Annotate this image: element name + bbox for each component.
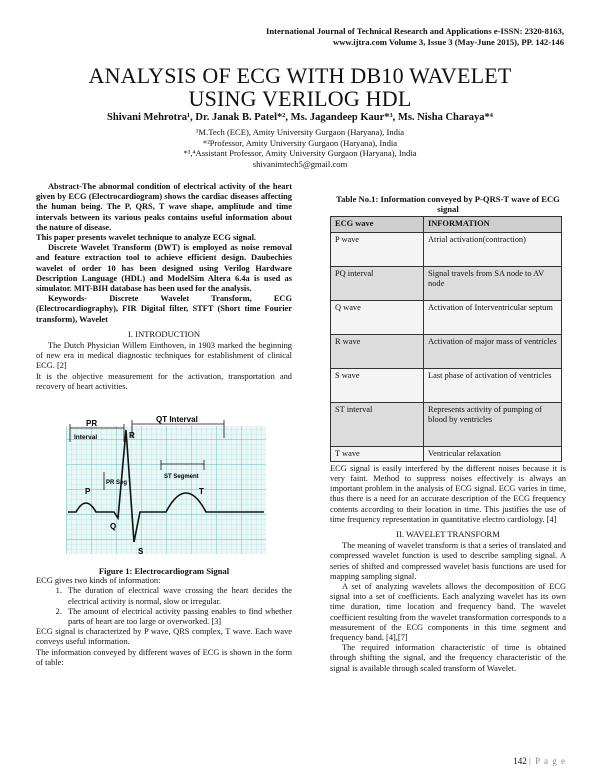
r-wave-label: R — [129, 431, 135, 440]
table-cell-info: Last phase of activation of ventricles — [424, 368, 562, 402]
left-column-lower — [36, 566, 292, 668]
table-cell-wave: R wave — [331, 334, 424, 368]
table-caption: Table No.1: Information conveyed by P-QRS-T wave of ECG signal — [336, 194, 560, 215]
page-label: | P a g e — [529, 756, 566, 766]
section-heading-introduction: I. INTRODUCTION — [127, 328, 201, 339]
list-item: 2. The amount of electrical activity passing enables to find whether parts of heart are too large or overworked. [3] — [64, 607, 292, 627]
table-cell-wave: PQ interval — [331, 266, 424, 300]
table-header-ecg-wave: ECG wave — [331, 217, 424, 232]
t-wave-label: T — [199, 487, 204, 496]
affiliation-1: ¹M.Tech (ECE), Amity University Gurgaon (Haryana), India — [195, 127, 405, 137]
affiliation-2: *²Professor, Amity University Gurgaon (Haryana), India — [202, 137, 398, 148]
table-cell-info: Ventricular relaxation — [424, 446, 562, 461]
info-kinds-paragraph-1: ECG signal is characterized by P wave, QRS complex, T wave. Each wave conveys useful information. — [36, 627, 292, 647]
left-column — [36, 182, 292, 392]
paper-title-line1: ANALYSIS OF ECG WITH DB10 WAVELET — [88, 63, 512, 88]
info-kinds-list — [36, 586, 292, 627]
table-row — [331, 368, 562, 402]
interval-label: Interval — [74, 434, 98, 441]
journal-header — [266, 26, 564, 48]
right-column — [330, 194, 566, 674]
table-cell-info: Signal travels from SA node to AV node — [424, 266, 562, 300]
table-cell-wave: P wave — [331, 232, 424, 266]
table-cell-info: Represents activity of pumping of blood by ventricles — [424, 402, 562, 446]
table-row — [331, 232, 562, 266]
ecg-figure — [66, 414, 266, 562]
table-cell-wave: ST interval — [331, 402, 424, 446]
table-cell-wave: S wave — [331, 368, 424, 402]
info-kinds-paragraph-2: The information conveyed by different waves of ECG is shown in the form of table: — [36, 647, 292, 667]
table-header-row — [331, 217, 562, 232]
list-item: 1. The duration of electrical wave crossing the heart decides the electrical activity is normal, slow or irregular. — [64, 586, 292, 606]
paper-title-line2: USING VERILOG HDL — [188, 86, 412, 111]
figure-caption: Figure 1: Electrocardiogram Signal — [98, 566, 230, 576]
intro-paragraph-2: It is the objective measurement for the activation, transportation and recovery of heart activities. — [36, 371, 292, 391]
abstract-text-3: Discrete Wavelet Transform (DWT) is employed as noise removal and feature extraction tool to achieve efficient design. Daubechies wavelet of order 10 has been designed using Verilog Hardware Description Language (HDL) and ModelSim Altera 6.4a is used as simulator. MIT-BIH database has been used for the analysis. — [36, 243, 292, 294]
right-paragraph-1: ECG signal is easily interfered by the different noises because it is very faint. Method to suppress noises effectively is always an important problem in the analysis of ECG signal. ECG varies in time, thus there is a need for an accurate description of the ECG frequency contents according to their location in time. This justifies the use of time frequency representation in quantitative electro cardiology. [4] — [330, 463, 566, 524]
grid-lines — [66, 426, 266, 554]
page-number: 142 — [513, 756, 527, 766]
table-cell-info: Activation of major mass of ventricles — [424, 334, 562, 368]
section-heading-wavelet-transform: II. WAVELET TRANSFORM — [396, 529, 500, 540]
table-row — [331, 300, 562, 334]
table-row — [331, 334, 562, 368]
right-paragraph-2: The meaning of wavelet transform is that a series of translated and compressed wavelet function is used to describe sampling signal. A series of shifted and compressed wavelet basis functions are used for mapping sampling signal. — [330, 541, 566, 581]
s-wave-label: S — [138, 547, 144, 556]
intro-paragraph-1: The Dutch Physician Willem Einthoven, in 1903 marked the beginning of new era in medical diagnostic techniques for establishment of clinical ECG. [2] — [36, 341, 292, 371]
journal-header-line1: International Journal of Technical Research and Applications e-ISSN: 2320-8163, — [265, 26, 564, 36]
table-row — [331, 402, 562, 446]
table-cell-wave: T wave — [331, 446, 424, 461]
authors: Shivani Mehrotra¹, Dr. Janak B. Patel*², Ms. Jagandeep Kaur*³, Ms. Nisha Charaya*⁴ — [107, 112, 493, 123]
st-segment-label: ST Segment — [164, 474, 199, 480]
pr-seg-label: PR Seg — [106, 480, 128, 486]
affiliation-3: *³,⁴Assistant Professor, Amity University Gurgaon (Haryana), India — [183, 148, 417, 158]
table-cell-wave: Q wave — [331, 300, 424, 334]
keywords: Keywords- Discrete Wavelet Transform, ECG (Electrocardiography), FIR Digital filter, STFT (Short time Fourier transform), Wavelet — [36, 294, 292, 324]
info-table — [330, 216, 562, 461]
abstract-text-2: This paper presents wavelet technique to analyze ECG signal. — [36, 233, 257, 243]
qt-interval-label: QT Interval — [156, 415, 198, 424]
paper-title — [0, 64, 600, 110]
table-row — [331, 266, 562, 300]
table-row — [331, 446, 562, 461]
q-wave-label: Q — [110, 522, 117, 531]
abstract-text: Abstract-The abnormal condition of electrical activity of the heart given by ECG (Electrocardiogram) shows the cardiac diseases affecting the human being. The P, QRS, T wave shape, amplitude and time intervals between its various peaks contains useful information about the nature of disease. — [36, 182, 292, 232]
affiliations — [0, 127, 600, 169]
journal-header-line2: www.ijtra.com Volume 3, Issue 3 (May-June 2015), PP. 142-146 — [333, 37, 564, 47]
table-cell-info: Activation of Interventricular septum — [424, 300, 562, 334]
page-footer — [513, 756, 566, 766]
author-email: shivanimtech5@gmail.com — [252, 158, 348, 169]
info-kinds-intro: ECG gives two kinds of information: — [36, 576, 161, 586]
pr-label: PR — [86, 419, 98, 428]
right-paragraph-4: The required information characteristic of time is obtained through shifting the signal, and the frequency characteristic of the signal is available through scaled transform of Wavelet. — [330, 643, 566, 673]
table-header-information: INFORMATION — [424, 217, 562, 232]
table-cell-info: Atrial activation(contraction) — [424, 232, 562, 266]
p-wave-label: P — [85, 487, 91, 496]
right-paragraph-3: A set of analyzing wavelets allows the decomposition of ECG signal into a set of coefficients. Each analyzing wavelet has its own time duration, time location and frequency band. The wavelet coefficient resulting from the wavelet transformation corresponds to a measurement of the ECG components in this time segment and frequency band. [4],[7] — [330, 582, 566, 643]
